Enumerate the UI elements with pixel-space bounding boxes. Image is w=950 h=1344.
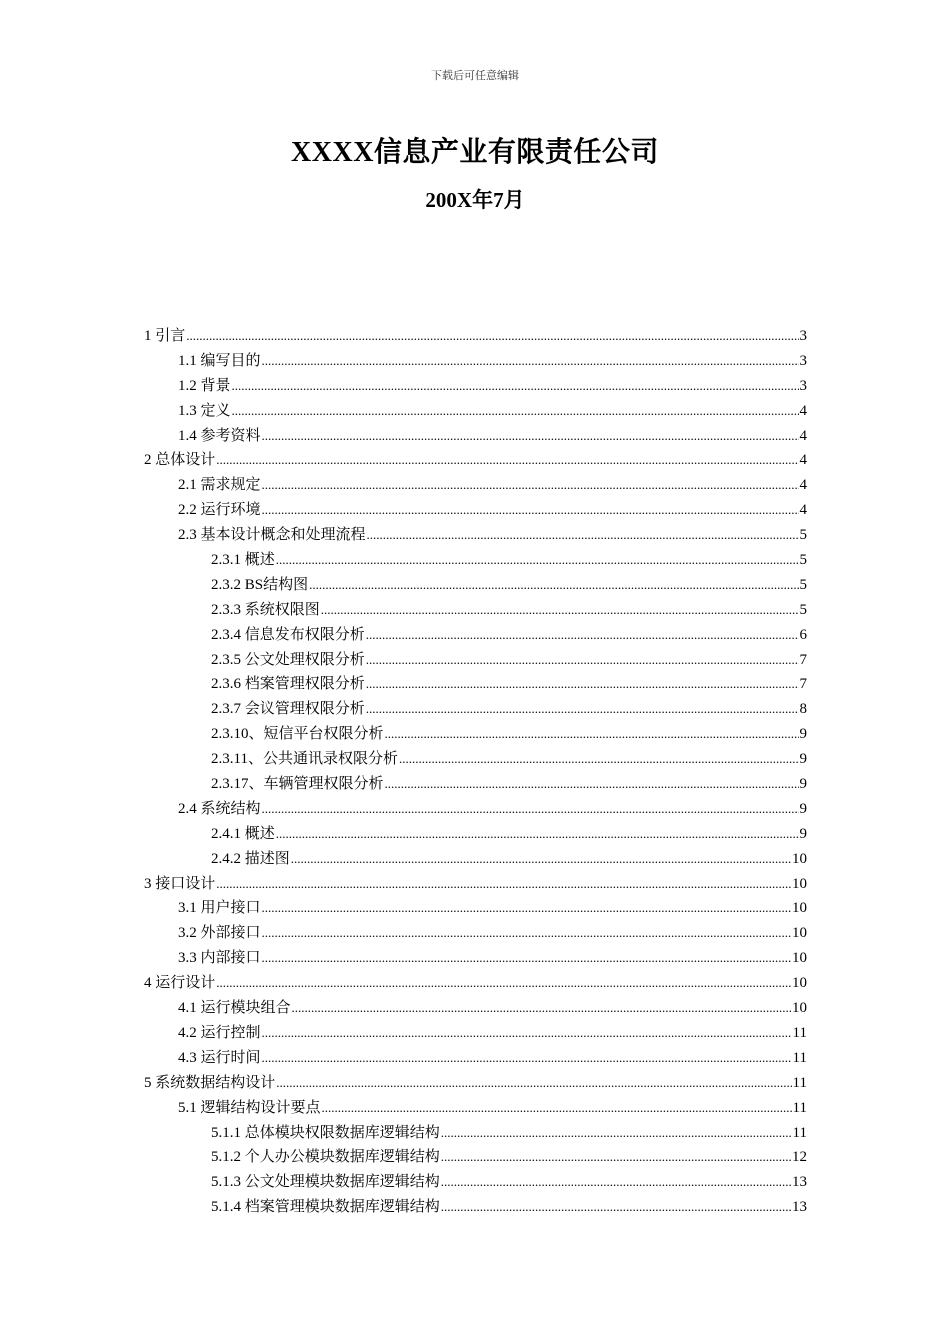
toc-dot-leader — [262, 797, 799, 822]
toc-entry-page-number: 12 — [792, 1149, 807, 1166]
toc-entry[interactable] — [144, 399, 807, 424]
toc-dot-leader — [441, 1145, 791, 1170]
toc-entry-page-number: 10 — [792, 900, 807, 917]
toc-entry[interactable] — [144, 473, 807, 498]
toc-entry[interactable] — [144, 946, 807, 971]
toc-dot-leader — [276, 1071, 791, 1096]
toc-entry-label: 3 接口设计 — [144, 875, 216, 892]
toc-entry-label: 2.3.2 BS结构图 — [211, 576, 309, 593]
toc-entry-page-number: 4 — [799, 402, 807, 419]
toc-dot-leader — [321, 598, 799, 623]
toc-dot-leader — [441, 1170, 791, 1195]
toc-dot-leader — [262, 1021, 792, 1046]
toc-entry[interactable] — [144, 548, 807, 573]
toc-entry[interactable] — [144, 1195, 807, 1220]
toc-entry-label: 5.1.3 公文处理模块数据库逻辑结构 — [211, 1174, 440, 1191]
toc-dot-leader — [262, 896, 791, 921]
toc-entry[interactable] — [144, 598, 807, 623]
toc-entry-label: 2.3.3 系统权限图 — [211, 601, 320, 618]
toc-entry-label: 4.2 运行控制 — [178, 1024, 261, 1041]
toc-dot-leader — [385, 722, 799, 747]
toc-entry[interactable] — [144, 697, 807, 722]
toc-dot-leader — [292, 996, 791, 1021]
toc-entry-label: 2.4.1 概述 — [211, 825, 275, 842]
toc-entry-label: 2.3.11、公共通讯录权限分析 — [211, 751, 398, 768]
toc-entry[interactable] — [144, 523, 807, 548]
toc-entry-page-number: 6 — [799, 626, 807, 643]
toc-entry[interactable] — [144, 971, 807, 996]
toc-entry-label: 2.4 系统结构 — [178, 800, 261, 817]
toc-entry-label: 2.3.6 档案管理权限分析 — [211, 676, 365, 693]
toc-entry-label: 2.4.2 描述图 — [211, 850, 290, 867]
toc-dot-leader — [441, 1195, 791, 1220]
toc-entry-page-number: 9 — [799, 776, 807, 793]
toc-entry[interactable] — [144, 672, 807, 697]
toc-entry-page-number: 10 — [792, 875, 807, 892]
toc-entry[interactable] — [144, 1046, 807, 1071]
toc-entry[interactable] — [144, 648, 807, 673]
toc-entry-page-number: 7 — [799, 651, 807, 668]
document-title: XXXX信息产业有限责任公司 — [291, 137, 659, 168]
toc-entry[interactable] — [144, 1121, 807, 1146]
toc-entry[interactable] — [144, 722, 807, 747]
toc-entry[interactable] — [144, 1145, 807, 1170]
toc-entry-page-number: 4 — [799, 502, 807, 519]
toc-entry-label: 3.2 外部接口 — [178, 925, 261, 942]
toc-entry-page-number: 3 — [799, 377, 807, 394]
toc-dot-leader — [262, 424, 799, 449]
toc-entry-page-number: 9 — [799, 726, 807, 743]
toc-entry-label: 2.2 运行环境 — [178, 502, 261, 519]
toc-entry-page-number: 10 — [792, 950, 807, 967]
toc-entry-page-number: 10 — [792, 850, 807, 867]
toc-entry-page-number: 4 — [799, 427, 807, 444]
toc-entry-label: 5.1.1 总体模块权限数据库逻辑结构 — [211, 1124, 440, 1141]
toc-dot-leader — [216, 971, 791, 996]
toc-entry-page-number: 11 — [792, 1099, 807, 1116]
toc-entry[interactable] — [144, 424, 807, 449]
toc-entry-label: 3.3 内部接口 — [178, 950, 261, 967]
toc-dot-leader — [232, 374, 799, 399]
toc-entry-label: 2.3.7 会议管理权限分析 — [211, 701, 365, 718]
toc-entry[interactable] — [144, 374, 807, 399]
toc-entry-label: 1.1 编写目的 — [178, 352, 261, 369]
toc-entry[interactable] — [144, 1071, 807, 1096]
toc-entry-label: 5.1.2 个人办公模块数据库逻辑结构 — [211, 1149, 440, 1166]
table-of-contents — [144, 324, 807, 1220]
toc-entry-label: 2.3.1 概述 — [211, 552, 275, 569]
toc-entry-label: 4 运行设计 — [144, 975, 216, 992]
toc-entry[interactable] — [144, 872, 807, 897]
toc-entry[interactable] — [144, 847, 807, 872]
toc-entry[interactable] — [144, 772, 807, 797]
toc-entry-label: 5 系统数据结构设计 — [144, 1074, 276, 1091]
toc-entry-page-number: 10 — [792, 925, 807, 942]
toc-entry-page-number: 13 — [792, 1199, 807, 1216]
toc-entry-page-number: 13 — [792, 1174, 807, 1191]
toc-dot-leader — [262, 921, 791, 946]
toc-dot-leader — [309, 573, 798, 598]
toc-dot-leader — [367, 523, 799, 548]
toc-entry[interactable] — [144, 573, 807, 598]
toc-entry[interactable] — [144, 623, 807, 648]
toc-entry-page-number: 3 — [799, 352, 807, 369]
toc-entry-label: 3.1 用户接口 — [178, 900, 261, 917]
toc-entry-page-number: 8 — [799, 701, 807, 718]
toc-entry-label: 1 引言 — [144, 328, 186, 344]
toc-entry[interactable] — [144, 822, 807, 847]
toc-entry[interactable] — [144, 921, 807, 946]
toc-entry-page-number: 9 — [799, 751, 807, 768]
toc-dot-leader — [385, 772, 799, 797]
toc-dot-leader — [262, 498, 799, 523]
toc-entry[interactable] — [144, 349, 807, 374]
toc-dot-leader — [216, 872, 791, 897]
toc-entry-label: 2.3.4 信息发布权限分析 — [211, 626, 365, 643]
toc-dot-leader — [276, 548, 799, 573]
toc-entry-label: 2.3 基本设计概念和处理流程 — [178, 527, 366, 544]
toc-dot-leader — [291, 847, 791, 872]
toc-entry[interactable] — [144, 896, 807, 921]
toc-dot-leader — [262, 1046, 792, 1071]
toc-entry-page-number: 5 — [799, 601, 807, 618]
toc-entry-label: 1.4 参考资料 — [178, 427, 261, 444]
toc-dot-leader — [216, 448, 798, 473]
toc-dot-leader — [366, 697, 799, 722]
toc-entry[interactable] — [144, 1021, 807, 1046]
toc-entry-page-number: 3 — [799, 328, 807, 344]
toc-entry-page-number: 11 — [792, 1124, 807, 1141]
toc-dot-leader — [399, 747, 799, 772]
toc-entry[interactable] — [144, 1096, 807, 1121]
toc-entry-page-number: 5 — [799, 552, 807, 569]
toc-entry-label: 1.3 定义 — [178, 402, 231, 419]
toc-dot-leader — [186, 324, 798, 349]
toc-entry-page-number: 10 — [792, 1000, 807, 1017]
toc-dot-leader — [366, 672, 799, 697]
toc-dot-leader — [262, 473, 799, 498]
toc-entry-label: 5.1.4 档案管理模块数据库逻辑结构 — [211, 1199, 440, 1216]
toc-entry-label: 2.3.10、短信平台权限分析 — [211, 726, 384, 743]
toc-entry-label: 2.3.17、车辆管理权限分析 — [211, 776, 384, 793]
toc-entry[interactable] — [144, 996, 807, 1021]
toc-entry[interactable] — [144, 448, 807, 473]
toc-entry-page-number: 9 — [799, 825, 807, 842]
toc-dot-leader — [322, 1096, 792, 1121]
toc-entry-page-number: 5 — [799, 527, 807, 544]
toc-entry[interactable] — [144, 498, 807, 523]
toc-entry-page-number: 10 — [792, 975, 807, 992]
toc-dot-leader — [232, 399, 799, 424]
toc-entry-page-number: 4 — [799, 477, 807, 494]
toc-entry-page-number: 4 — [799, 452, 807, 469]
toc-entry-label: 2 总体设计 — [144, 452, 216, 469]
toc-entry-label: 2.1 需求规定 — [178, 477, 261, 494]
toc-entry-page-number: 7 — [799, 676, 807, 693]
toc-entry-label: 1.2 背景 — [178, 377, 231, 394]
toc-dot-leader — [366, 623, 799, 648]
header-note: 下载后可任意编辑 — [431, 70, 519, 82]
document-date: 200X年7月 — [425, 188, 525, 212]
toc-entry-label: 4.3 运行时间 — [178, 1049, 261, 1066]
toc-entry-page-number: 5 — [799, 576, 807, 593]
toc-entry-label: 5.1 逻辑结构设计要点 — [178, 1099, 321, 1116]
toc-entry-page-number: 11 — [792, 1024, 807, 1041]
toc-entry-page-number: 11 — [792, 1049, 807, 1066]
toc-dot-leader — [262, 349, 799, 374]
toc-entry[interactable] — [144, 324, 807, 349]
toc-entry-page-number: 9 — [799, 800, 807, 817]
toc-entry[interactable] — [144, 797, 807, 822]
toc-entry-label: 2.3.5 公文处理权限分析 — [211, 651, 365, 668]
toc-entry-page-number: 11 — [792, 1074, 807, 1091]
toc-entry[interactable] — [144, 747, 807, 772]
toc-dot-leader — [441, 1121, 792, 1146]
toc-dot-leader — [262, 946, 791, 971]
toc-entry[interactable] — [144, 1170, 807, 1195]
toc-dot-leader — [366, 648, 799, 673]
toc-entry-label: 4.1 运行模块组合 — [178, 1000, 291, 1017]
toc-dot-leader — [276, 822, 799, 847]
